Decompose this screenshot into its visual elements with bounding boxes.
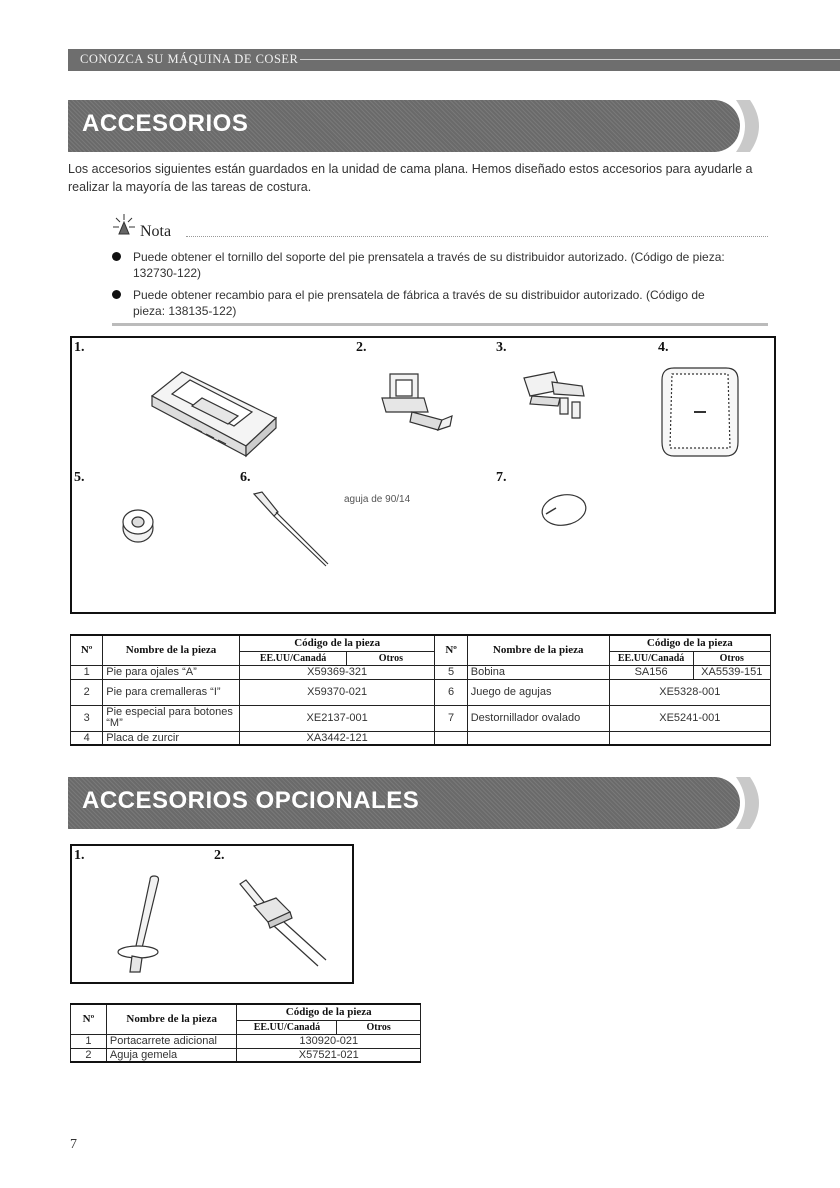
table-row — [71, 731, 771, 745]
bullet-icon — [112, 290, 121, 299]
twin-needle-icon — [232, 876, 332, 972]
row-name: Placa de zurcir — [103, 731, 240, 745]
row-name: Pie especial para botones “M” — [103, 705, 240, 731]
row-no: 5 — [435, 665, 467, 679]
empty-cell — [609, 731, 770, 745]
opt-image-number-2: 2. — [214, 848, 225, 863]
row-name: Portacarrete adicional — [106, 1034, 237, 1048]
nota-item-2 — [133, 287, 713, 319]
nota-title: Nota — [140, 223, 172, 240]
row-code: X59369-321 — [239, 665, 435, 679]
opcionales-banner — [68, 777, 740, 829]
opcionales-title: ACCESORIOS OPCIONALES — [82, 787, 420, 814]
section-header-bar — [68, 49, 840, 71]
banner-chevron-icon — [732, 775, 772, 831]
accesorios-table — [70, 634, 771, 746]
table-row — [71, 665, 771, 679]
image-number-6: 6. — [240, 470, 251, 485]
col-name-header: Nombre de la pieza — [103, 635, 240, 665]
opt-col-code-header: Código de la pieza — [237, 1004, 421, 1020]
empty-cell — [435, 731, 467, 745]
needle-icon — [248, 490, 338, 568]
row-name: Bobina — [467, 665, 609, 679]
image-number-3: 3. — [496, 340, 507, 355]
row-name: Aguja gemela — [106, 1048, 237, 1062]
screwdriver-icon — [538, 490, 590, 530]
table-row — [71, 1048, 421, 1062]
table-row — [71, 705, 771, 731]
empty-cell — [467, 731, 609, 745]
image-number-7: 7. — [496, 470, 507, 485]
opt-image-number-1: 1. — [74, 848, 85, 863]
col-code-header: Código de la pieza — [239, 635, 435, 651]
row-no: 4 — [71, 731, 103, 745]
col-name-header-right: Nombre de la pieza — [467, 635, 609, 665]
row-no: 1 — [71, 1034, 107, 1048]
accesorios-title: ACCESORIOS — [82, 110, 249, 137]
button-foot-icon — [512, 368, 602, 428]
col-no-header: Nº — [71, 635, 103, 665]
row-name: Destornillador ovalado — [467, 705, 609, 731]
row-name: Juego de agujas — [467, 679, 609, 705]
accesorios-image-box — [70, 336, 776, 614]
nota-rule — [186, 236, 768, 237]
zipper-foot-icon — [372, 368, 462, 438]
col-us-header: EE.UU/Canadá — [239, 651, 347, 665]
row-code: 130920-021 — [237, 1034, 421, 1048]
row-name: Pie para cremalleras “I” — [103, 679, 240, 705]
row-no: 2 — [71, 679, 103, 705]
section-header-rule — [300, 59, 840, 60]
row-code: XE5241-001 — [609, 705, 770, 731]
row-code-us: SA156 — [609, 665, 693, 679]
nota-bottom-rule — [112, 323, 768, 326]
darning-plate-icon — [660, 366, 742, 460]
row-code: XE5328-001 — [609, 679, 770, 705]
accesorios-intro: Los accesorios siguientes están guardados en la unidad de cama plana. Hemos diseñado estos accesorios para ayudarle a realizar la mayoría de las tareas de costura. — [68, 162, 753, 194]
bullet-icon — [112, 252, 121, 261]
image-number-4: 4. — [658, 340, 669, 355]
row-code: X59370-021 — [239, 679, 435, 705]
col-no-header-right: Nº — [435, 635, 467, 665]
table-row — [71, 1034, 421, 1048]
col-other-header: Otros — [347, 651, 435, 665]
row-no: 2 — [71, 1048, 107, 1062]
opt-col-us-header: EE.UU/Canadá — [237, 1020, 337, 1034]
row-no: 3 — [71, 705, 103, 731]
nota-icon — [110, 210, 138, 240]
row-code: XE2137-001 — [239, 705, 435, 731]
row-no: 6 — [435, 679, 467, 705]
opt-col-other-header: Otros — [337, 1020, 421, 1034]
opt-col-name-header: Nombre de la pieza — [106, 1004, 237, 1034]
opcionales-table — [70, 1003, 421, 1063]
col-other-header-right: Otros — [693, 651, 770, 665]
bobbin-icon — [118, 506, 158, 546]
spool-pin-icon — [112, 872, 172, 978]
buttonhole-foot-icon — [142, 366, 282, 452]
banner-chevron-icon — [732, 98, 772, 154]
opcionales-image-box — [70, 844, 354, 984]
nota-item-1-text: Puede obtener el tornillo del soporte del pie prensatela a través de su distribuidor autorizado. (Código de pieza: 132730-122) — [133, 250, 725, 280]
image-number-1: 1. — [74, 340, 85, 355]
row-no: 7 — [435, 705, 467, 731]
nota-item-1 — [133, 249, 768, 281]
row-code: X57521-021 — [237, 1048, 421, 1062]
table-row — [71, 679, 771, 705]
row-code: XA3442-121 — [239, 731, 435, 745]
row-code-other: XA5539-151 — [693, 665, 770, 679]
page-number: 7 — [70, 1137, 77, 1152]
col-code-header-right: Código de la pieza — [609, 635, 770, 651]
col-us-header-right: EE.UU/Canadá — [609, 651, 693, 665]
nota-item-2-text: Puede obtener recambio para el pie prensatela de fábrica a través de su distribuidor autorizado. (Código de pieza: 138135-122) — [133, 288, 705, 318]
row-no: 1 — [71, 665, 103, 679]
section-header-title: CONOZCA SU MÁQUINA DE COSER — [80, 52, 299, 66]
accesorios-banner — [68, 100, 740, 152]
row-name: Pie para ojales “A” — [103, 665, 240, 679]
needle-caption: aguja de 90/14 — [344, 494, 411, 505]
image-number-5: 5. — [74, 470, 85, 485]
image-number-2: 2. — [356, 340, 367, 355]
opt-col-no-header: Nº — [71, 1004, 107, 1034]
